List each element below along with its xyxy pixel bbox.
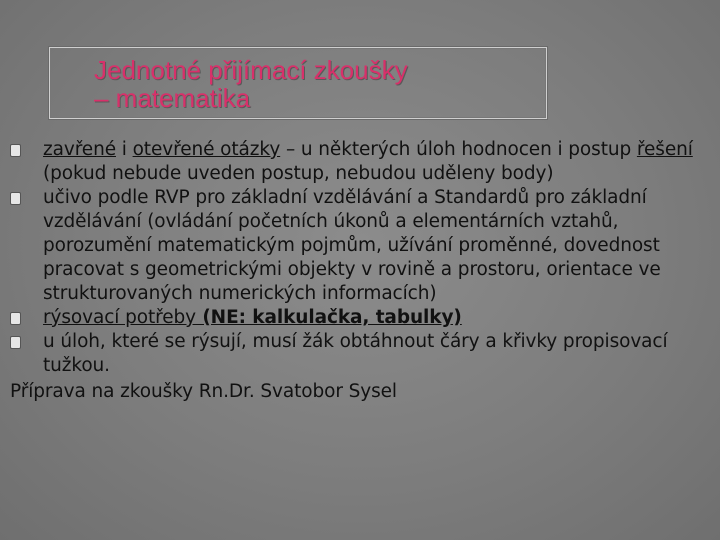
title-box <box>49 47 547 119</box>
slide-title-line2: – matematika <box>94 83 251 113</box>
footer-text: Příprava na zkoušky Rn.Dr. Svatobor Sysel <box>10 381 397 402</box>
bullet-icon <box>10 144 21 157</box>
bullet-1-mid: – u některých úloh hodnocen i postup <box>280 139 637 160</box>
bullet-4-text: u úloh, které se rýsují, musí žák obtáhnout čáry a křivky propisovací tužkou. <box>43 331 668 376</box>
bullet-1-solution: řešení <box>636 139 693 160</box>
bullet-3-tools: rýsovací potřeby <box>43 307 196 328</box>
bullet-icon <box>10 192 21 205</box>
bullet-icon <box>10 312 21 325</box>
bullet-1-closed: zavřené <box>43 139 116 160</box>
slide-title <box>94 56 408 112</box>
bullet-item-4 <box>10 330 710 378</box>
slide-body <box>10 138 710 404</box>
bullet-2-text: učivo podle RVP pro základní vzdělávání a Standardů pro základní vzdělávání (ovládání početních úkonů a elementárních vztahů, porozumění matematickým pojmům, užívání proměnné, dovednost pracovat s geometrickými objekty v rovině a prostoru, orientace ve strukturovaných numerických informacích) <box>43 187 661 304</box>
bullet-item-3 <box>10 306 710 330</box>
bullet-item-2 <box>10 186 710 306</box>
bullet-icon <box>10 336 21 349</box>
bullet-1-and: i <box>115 139 133 160</box>
bullet-3-note: (NE: kalkulačka, tabulky) <box>195 307 462 328</box>
bullet-1-end: (pokud nebude uveden postup, nebudou uděleny body) <box>43 163 554 184</box>
bullet-item-1 <box>10 138 710 186</box>
slide-title-line1: Jednotné přijímací zkoušky <box>94 55 408 85</box>
bullet-1-open: otevřené otázky <box>132 139 281 160</box>
